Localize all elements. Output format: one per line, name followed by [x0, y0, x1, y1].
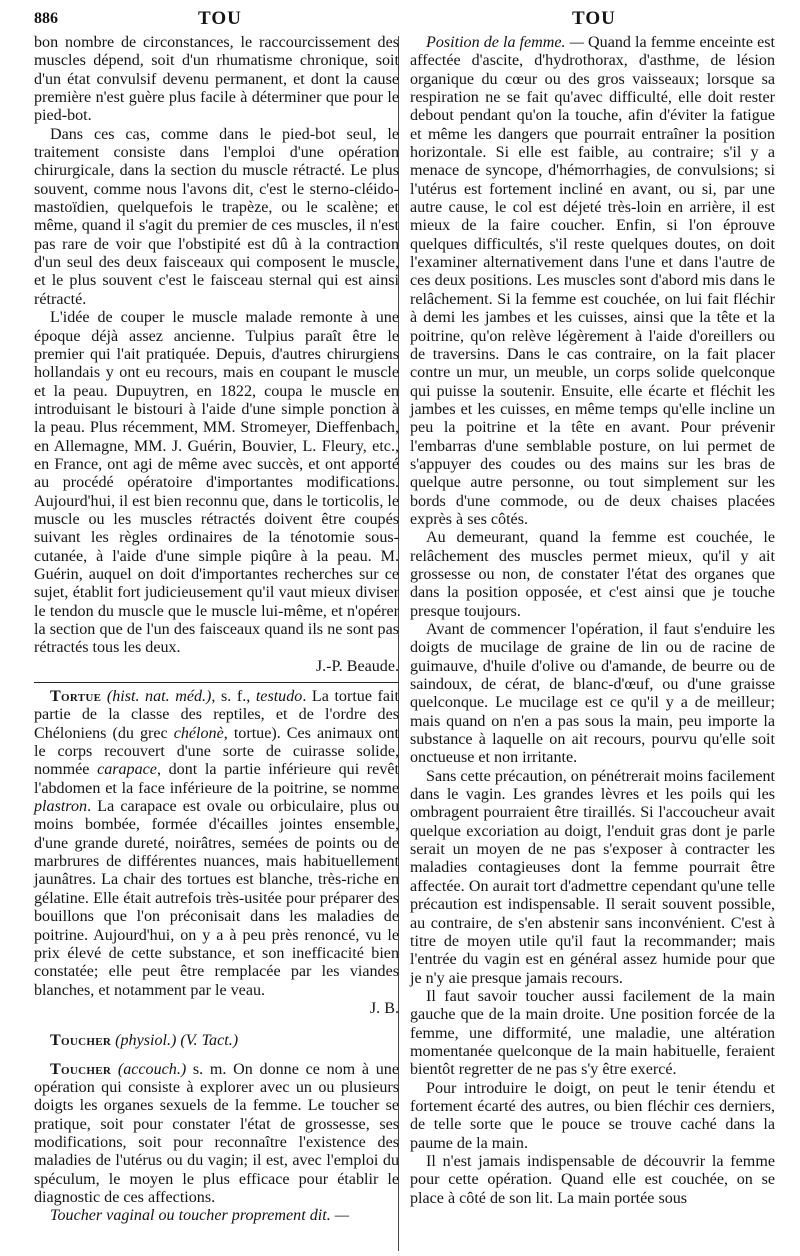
couchee-paragraph: Au demeurant, quand la femme est couchée, le relâchement des muscles permet mieux, qu'il y ait grossesse ou non, de constater l'état des organes que dans la position opposée, et c'est ainsi que je touche presque toujours. — [410, 529, 775, 620]
tortue-signature: J. B. — [369, 999, 399, 1017]
toucher-physiol-domain: (physiol.) — [115, 1032, 177, 1050]
entry-separator-rule — [34, 682, 399, 683]
page-header — [0, 4, 800, 34]
running-head-right: TOU — [572, 8, 616, 29]
tortue-text-2: , tortue). Ces animaux ont le corps recouvert d'une sorte de cuirasse solide, nommée — [34, 724, 399, 779]
torticolis-history-text: L'idée de couper le muscle malade remonte à une époque déjà assez ancienne. Tulpius paraît être le premier qui l'ait pratiquée. Depuis, d'autres chirurgiens hollandais y ont eu recours, mais en coupant le muscle et la peau. Dupuytren, en 1822, coupa le muscle en introduisant le bistouri à l'aide d'une simple ponction à la peau. Plus récemment, MM. Stromeyer, Dieffenbach, en Allemagne, MM. J. Guérin, Bouvier, L. Fleury, etc., en France, ont agi de même avec succès, et ont apporté au procédé opératoire d'importantes modifications. Aujourd'hui, il est bien reconnu que, dans le torticolis, le muscle ou les muscles rétractés doivent être coupés suivant les règles ordinaires de la ténotomie sous-cutanée, à l'aide d'une simple piqûre à la peau. M. Guérin, auquel on doit d'importantes recherches sur ce sujet, établit fort judicieusement qu'il vaut mieux diviser le tendon du muscle que le muscle lui-même, et n'opérer la section que de l'un des faisceaux quand ils ne sont pas rétractés tous les deux. — [34, 309, 399, 657]
torticolis-history-paragraph — [34, 309, 399, 658]
torticolis-treatment-paragraph: Dans ces cas, comme dans le pied-bot seul, le traitement consiste dans l'emploi d'une opération chirurgicale, dans la section du muscle rétracté. Le plus souvent, comme nous l'avons dit, c'est le sterno-cléido-mastoïdien, quelquefois le trapèze, ou le scalène; et même, quand il s'agit du premier de ces muscles, il n'est pas rare de voir que l'obstipité est dû à la contraction d'un seul des deux faisceaux qui composent le muscle, et le plus souvent c'est le faisceau sternal qui est ainsi rétracté. — [34, 125, 399, 308]
main-gauche-paragraph: Il faut savoir toucher aussi facilement de la main gauche que de la main droite. Une position forcée de la femme, une difformité, une maladie, une altération momentanée quelconque de la main habituelle, feraient bientôt regretter de ne pas s'y être exercé. — [410, 987, 775, 1079]
position-subheading: Position de la femme. — — [426, 34, 584, 51]
tortue-gram: , s. f., — [211, 688, 256, 706]
toucher-accouch-domain: (accouch.) — [117, 1060, 187, 1078]
precaution-paragraph: Sans cette précaution, on pénétrerait moins facilement dans le vagin. Les grandes lèvres et les poils qui les ombragent pourraient être tiraillés. Si l'accoucheur avait quelque excoriation au doigt, l'enduit gras dont je parle serait un moyen de ne pas s'exposer à contracter les maladies contagieuses dont la femme pourrait être affectée. On aurait tort d'admettre cependant qu'une telle précaution est indispensable. Il serait souvent possible, au contraire, de s'en abstenir sans inconvénient. C'est à titre de moyen utile qu'il faut la recommander; mais l'entrée du vagin est en général assez humide pour que je n'y aie presque jamais recours. — [410, 767, 776, 987]
torticolis-continuation: bon nombre de circonstances, le raccourcissement des muscles dépend, soit d'un rhumatisme chronique, soit d'un état convulsif devenu permanent, et dont la cause première n'est guère plus facile à déterminer que pour le pied-bot. — [34, 34, 399, 125]
tortue-text-1: . La tortue fait partie de la classe des reptiles, et de l'ordre des Chéloniens (du grec — [34, 688, 400, 742]
left-column — [34, 34, 399, 1226]
tortue-text-3: , dont la partie inférieure qui revêt l'abdomen et la face inférieure de la poitrine, se nomme — [34, 761, 399, 797]
toucher-accouch-text: s. m. On donne ce nom à une opération qui consiste à explorer avec un ou plusieurs doigts les organes sexuels de la femme. Le toucher se pratique, soit pour constater l'état de grossesse, ses modifications, soit pour reconnaître l'existence des maladies de l'utérus ou du vagin; il est, avec l'emploi du spéculum, le moyen le plus efficace pour établir le diagnostic de ces affections. — [34, 1060, 399, 1206]
beaude-signature: J.-P. Beaude. — [315, 657, 399, 675]
toucher-vaginal-subheading: Toucher vaginal ou toucher proprement dit. — — [50, 1207, 350, 1225]
decouvrir-femme-paragraph: Il n'est jamais indispensable de découvrir la femme pour cette opération. Quand elle est couchée, on se place à côté de son lit. La main portée sous — [410, 1152, 775, 1207]
tortue-latin: testudo — [255, 688, 303, 706]
position-paragraph — [410, 34, 775, 529]
tortue-carapace: carapace — [97, 761, 157, 779]
tortue-domain: (hist. nat. méd.) — [106, 688, 212, 706]
introduire-doigt-paragraph: Pour introduire le doigt, on peut le tenir étendu et fortement écarté des autres, ou bien fléchir ces derniers, de telle sorte que le pouce se trouve caché dans la paume de la main. — [410, 1079, 775, 1152]
right-column — [410, 34, 775, 1208]
tortue-greek: chélonè — [173, 724, 224, 742]
tortue-plastron: plastron — [34, 798, 88, 816]
mucilage-paragraph: Avant de commencer l'opération, il faut s'enduire les doigts de mucilage de graine de lin ou de racine de guimauve, d'huile d'olive ou d'amande, de beurre ou de saindoux, de cérat, de blanc-d'œuf, ou d'une graisse quelconque. Le mucilage est ce qu'il y a de meilleur; mais quand on n'en a pas sous la main, peu importe la substance à laquelle on ait recours, pourvu qu'elle soit onctueuse et non irritante. — [410, 621, 775, 767]
toucher-physiol-entry — [34, 1032, 399, 1050]
toucher-accouch-headword: Toucher — [50, 1060, 112, 1078]
running-head-left: TOU — [198, 8, 242, 29]
toucher-physiol-headword: Toucher — [50, 1032, 112, 1050]
tortue-text-4: . La carapace est ovale ou orbiculaire, plus ou moins bombée, formée d'écailles jointes ensemble, d'une grande dureté, noirâtres, semées de points ou de marbrures de différentes nuances, mais habituellement jaunâtres. La chair des tortues est blanche, très-riche en gélatine. Elle était autrefois très-usitée pour préparer des bouillons que l'on préconisait dans les maladies de poitrine. Aujourd'hui, on y a à peu près renoncé, vu le prix élevé de cette substance, et son inefficacité bien constatée; elle peut être remplacée par les viandes blanches, et notamment par le veau. — [34, 798, 399, 999]
tortue-entry — [34, 688, 399, 1000]
toucher-physiol-reference: (V. Tact.) — [180, 1032, 239, 1050]
page-number: 886 — [34, 10, 58, 27]
position-text: Quand la femme enceinte est affectée d'ascite, d'hydrothorax, d'asthme, de lésion organique du cœur ou des gros vaisseaux; lorsque sa respiration ne se fait qu'avec difficulté, elle doit rester debout pendant qu'on la touche, afin d'éviter la fatigue et même les dangers que pourrait entraîner la position horizontale. Si elle est faible, au contraire; s'il y a menace de syncope, d'hémorrhagies, de convulsions; si l'utérus est fortement incliné en avant, ou si, par une autre cause, le col est déjeté très-loin en arrière, il est mieux de la faire coucher. Enfin, si l'on éprouve quelques difficultés, s'il reste quelques doutes, on doit l'examiner alternativement dans l'une et dans l'autre de ces deux positions. Les muscles sont d'abord mis dans le relâchement. Si la femme est couchée, on lui fait fléchir à demi les jambes et les cuisses, ainsi que la tête et la poitrine, qu'on relève légèrement à l'aide d'oreillers ou de traversins. Dans le cas contraire, on la fait placer contre un mur, un meuble, un corps solide quelconque qui puisse la soutenir. Ensuite, elle écarte et fléchit les jambes et les cuisses, en même temps qu'elle incline un peu la poitrine et la tête en avant. Pour prévenir l'embarras d'une semblable posture, on lui permet de s'appuyer des coudes ou des mains sur les bras de quelque autre personne, ou tout simplement sur les bords d'une commode, ou de deux chaises placées exprès à ses côtés. — [410, 34, 775, 528]
tortue-headword: Tortue — [50, 688, 102, 706]
toucher-accouch-entry — [34, 1061, 399, 1208]
